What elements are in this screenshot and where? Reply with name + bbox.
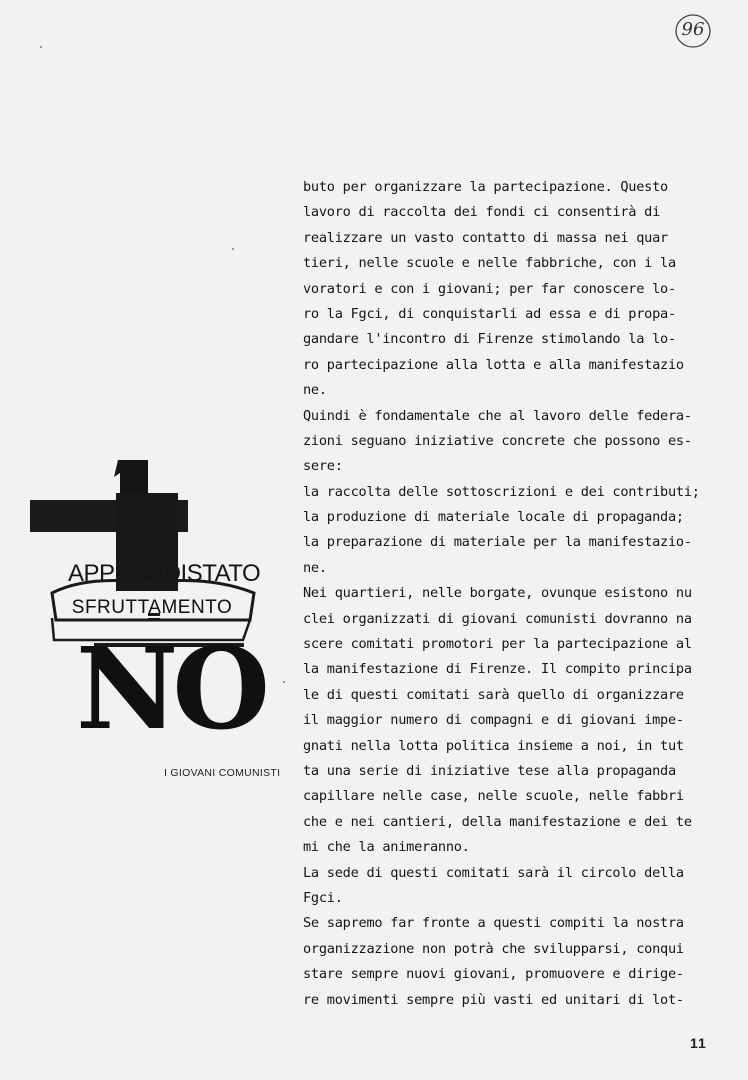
text-line: Fgci. (303, 889, 343, 906)
text-line: realizzare un vasto contatto di massa nei quar (303, 229, 668, 246)
poster-illustration (28, 455, 268, 755)
page-stamp (673, 12, 713, 50)
text-line: voratori e con i giovani; per far conoscere lo- (303, 280, 676, 297)
page-number: 11 (690, 1035, 707, 1051)
text-line: ta una serie di iniziative tese alla propaganda (303, 762, 676, 779)
text-line: buto per organizzare la partecipazione. Questo (303, 179, 668, 195)
text-line: organizzazione non potrà che svilupparsi, conqui (303, 940, 684, 957)
text-line: re movimenti sempre più vasti ed unitari di lot- (303, 991, 684, 1008)
text-line: che e nei cantieri, della manifestazione e dei te (303, 813, 692, 830)
text-line: clei organizzati di giovani comunisti dovranno na (303, 610, 692, 627)
paper-speck (40, 46, 42, 48)
text-line: stare sempre nuovi giovani, promuovere e dirige- (303, 966, 684, 983)
stamp-number: 96 (681, 19, 705, 40)
text-line: Quindi è fondamentale che al lavoro delle federa- (303, 407, 692, 424)
text-line: ne. (303, 382, 327, 399)
text-line: la manifestazione di Firenze. Il compito principa (303, 661, 692, 678)
text-line: ro partecipazione alla lotta e alla manifestazio (303, 356, 684, 373)
text-line: La sede di questi comitati sarà il circolo della (303, 864, 684, 881)
text-line: scere comitati promotori per la partecipazione al (303, 636, 692, 653)
poster-sfruttamento: SFRUTTAMENTO (71, 597, 233, 618)
poster-apprendistato: APPRENDISTATO (68, 560, 261, 587)
text-line: Se sapremo far fronte a questi compiti la nostra (303, 915, 684, 932)
text-line: la produzione di materiale locale di propaganda; (303, 509, 684, 526)
text-line: Nei quartieri, nelle borgate, ovunque esistono nu (303, 585, 692, 602)
text-line: il maggior numero di compagni e di giovani impe- (303, 712, 684, 729)
text-line: tieri, nelle scuole e nelle fabbriche, con i la (303, 255, 676, 272)
text-line: ro la Fgci, di conquistarli ad essa e di propa- (303, 305, 676, 322)
poster-no: NO (76, 624, 264, 755)
paper-speck (283, 681, 285, 683)
text-line: la raccolta delle sottoscrizioni e dei contributi; (303, 483, 700, 500)
text-line: zioni seguano iniziative concrete che possono es- (303, 432, 692, 449)
text-line: capillare nelle case, nelle scuole, nelle fabbri (303, 788, 684, 805)
text-line: la preparazione di materiale per la manifestazio- (303, 534, 692, 551)
text-line: ne. (303, 559, 327, 576)
text-line: sere: (303, 458, 343, 475)
text-line: lavoro di raccolta dei fondi ci consentirà di (303, 204, 661, 221)
text-line: le di questi comitati sarà quello di organizzare (303, 686, 684, 703)
paper-speck (232, 248, 234, 250)
body-text (303, 175, 723, 1013)
text-line: gandare l'incontro di Firenze stimolando la lo- (303, 331, 676, 348)
poster-caption: I GIOVANI COMUNISTI (164, 767, 281, 779)
text-line: mi che la animeranno. (303, 839, 470, 856)
text-line: gnati nella lotta politica insieme a noi, in tut (303, 737, 684, 754)
